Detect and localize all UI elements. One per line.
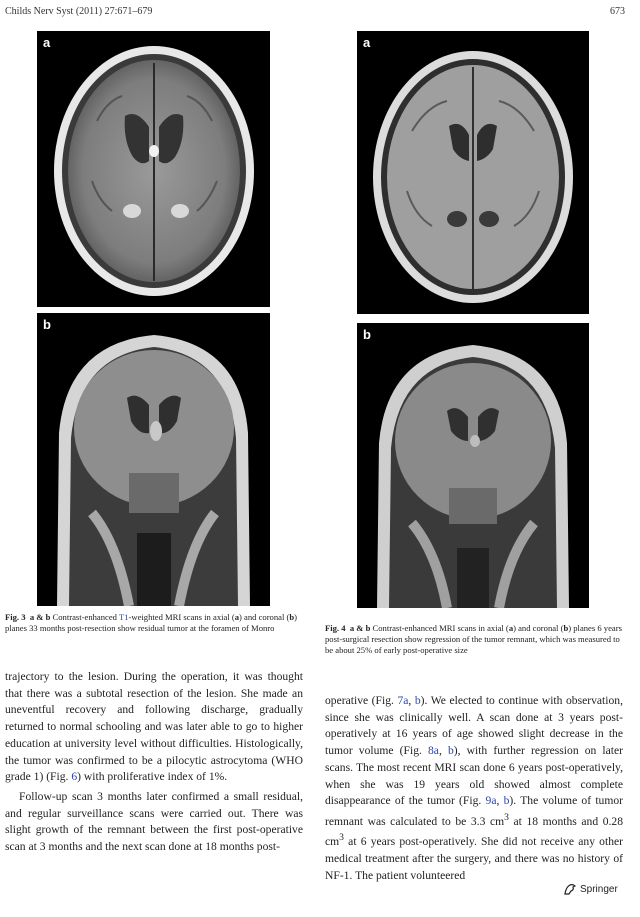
body-text: at 18 months and 0.28 cm xyxy=(325,814,623,849)
body-text: ). We elected to continue with observation, since she was clinically well. A scan done at 3 years post-operatively at 16 years of age showed slight decrease in the tumor volume (Fig. xyxy=(325,694,623,758)
figure-3b-coronal-mri-image xyxy=(37,313,270,606)
body-text: , xyxy=(496,794,500,808)
figure-4b-coronal-mri-image xyxy=(357,323,589,608)
figure-4b-panel-label: b xyxy=(363,327,371,342)
figure-3b-panel-label: b xyxy=(43,317,51,332)
figure-3a-panel-label: a xyxy=(43,35,51,50)
figure-8a-reference-link[interactable]: 8a xyxy=(428,744,439,758)
figure-3-caption-panel-b: b xyxy=(289,612,295,622)
figure-8b-reference-link[interactable]: b xyxy=(447,744,454,758)
figure-4a-panel-label: a xyxy=(363,35,371,50)
body-text: ). The volume of tumor remnant was calculated to be 3.3 cm xyxy=(325,794,624,828)
superscript-3: 3 xyxy=(504,811,509,823)
figure-4-caption-text: Contrast-enhanced MRI scans in axial ( xyxy=(372,623,509,633)
figure-3-caption-text: ) and coronal ( xyxy=(239,612,290,622)
figure-3-caption-panels: a & b xyxy=(29,612,51,622)
springer-logo xyxy=(563,882,618,896)
body-text: ), with further regression on later scans. The most recent MRI scan done 6 years post-operatively, when she was 19 years old showed almost complete disappearance of the tumor (Fig. xyxy=(325,744,623,808)
body-text: at 6 years post-operatively. She did not receive any other medical treatment after the surgery, and there was no history of NF-1. The patient volunteered xyxy=(325,835,623,882)
body-paragraph xyxy=(325,693,623,884)
body-text: , xyxy=(438,744,442,758)
figure-4-caption-text: ) planes 6 years post-surgical resection show regression of the tumor remnant, which was measured to be about 25% of early post-operative size xyxy=(325,623,622,656)
figure-4a-axial-mri-image xyxy=(357,31,589,314)
left-body-column xyxy=(5,669,303,856)
figure-3a-axial-mri-image xyxy=(37,31,270,307)
springer-horse-icon xyxy=(563,882,577,896)
springer-label: Springer xyxy=(580,883,618,895)
figure-7b-reference-link[interactable]: b xyxy=(414,694,421,707)
figure-3-caption-text: Contrast-enhanced xyxy=(52,612,117,622)
superscript-3: 3 xyxy=(339,832,344,844)
running-header-journal: Childs Nerv Syst (2011) 27:671–679 xyxy=(5,6,153,17)
figure-3-caption xyxy=(5,612,305,634)
figure-3-caption-text: ) planes 33 months post-resection show residual tumor at the foramen of Monro xyxy=(5,612,298,634)
body-paragraph xyxy=(5,789,303,856)
figure-3-caption-t1-link[interactable]: T1 xyxy=(118,612,129,622)
figure-9b-reference-link[interactable]: b xyxy=(503,794,510,808)
figure-4-caption xyxy=(325,623,625,657)
figure-4-caption-panels: a & b xyxy=(349,623,371,633)
figure-3-caption-panel-a: a xyxy=(234,612,240,622)
body-text: Follow-up scan 3 months later confirmed a small residual, and regular surveillance scans were carried out. There was slight growth of the remnant between the first post-operative scan at 3 months and the next scan done at 18 months post- xyxy=(5,789,303,854)
body-text: operative (Fig. xyxy=(325,694,394,707)
body-text: , xyxy=(408,694,412,707)
figure-4-caption-panel-b: b xyxy=(563,623,569,633)
body-paragraph xyxy=(5,669,303,786)
body-text: ) with proliferative index of 1%. xyxy=(77,770,228,784)
figure-9a-reference-link[interactable]: 9a xyxy=(485,794,497,808)
figure-6-reference-link[interactable]: 6 xyxy=(71,770,78,784)
figure-4-caption-label: Fig. 4 xyxy=(325,623,346,633)
figure-7a-reference-link[interactable]: 7a xyxy=(397,694,409,707)
figure-4-caption-panel-a: a xyxy=(508,623,514,633)
figure-3-caption-label: Fig. 3 xyxy=(5,612,26,622)
page-number: 673 xyxy=(610,6,625,17)
body-text: trajectory to the lesion. During the operation, it was thought that there was a subtotal resection of the lesion. She made an uneventful recovery and following discharge, gradually returned to normal schooling and was later able to go to higher education at university level without difficulties. Histologically, the tumor was confirmed to be a pilocytic astrocytoma (WHO grade 1) (Fig. xyxy=(5,670,303,784)
figure-3-caption-text: -weighted MRI scans in axial ( xyxy=(128,612,235,622)
right-body-column xyxy=(325,693,623,884)
figure-4-caption-text: ) and coronal ( xyxy=(513,623,564,633)
